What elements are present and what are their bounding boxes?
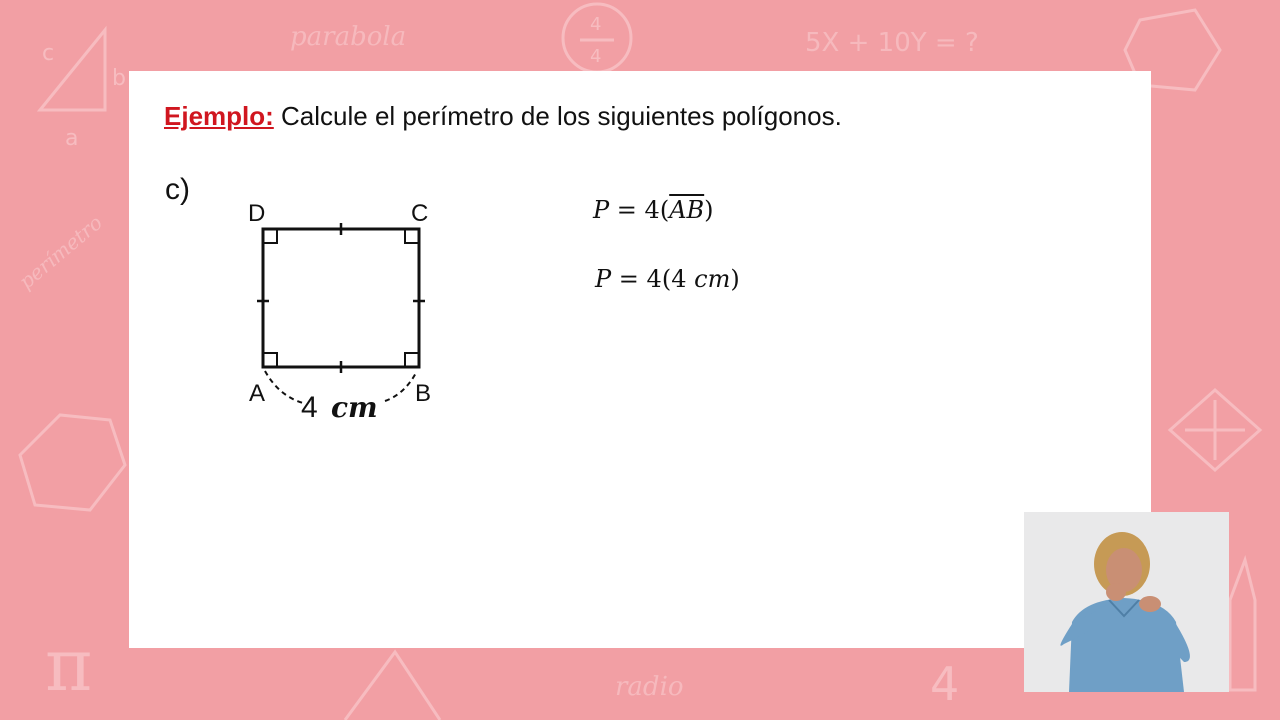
formula-perimeter-substituted [595, 265, 740, 293]
formula-2-close: ) [730, 265, 740, 293]
formula-2-num: 4 [671, 265, 687, 293]
triangle-letter-c: c [42, 41, 55, 66]
content-card [129, 71, 1151, 648]
formula-1-lhs: P [593, 196, 610, 224]
dimension-arc-left [265, 371, 303, 403]
formula-perimeter-general [593, 196, 714, 224]
interpreter-figure [1024, 512, 1229, 692]
side-length-unit: cm [331, 391, 378, 424]
formula-1-segment: $\overline{AB}$ [669, 196, 705, 224]
item-letter: c) [165, 173, 190, 206]
hexagon-left-icon [20, 415, 125, 510]
example-text: Calcule el perímetro de los siguientes polígonos. [281, 101, 842, 131]
triangle-letter-a: a [65, 126, 79, 151]
formula-1-coef: 4 [644, 196, 660, 224]
bg-word-parabola: parabola [290, 22, 407, 52]
bg-word-radio: radio [615, 672, 684, 702]
vertex-label-c: C [411, 200, 429, 227]
sign-language-interpreter-video [1024, 512, 1229, 692]
numeral-four: 4 [930, 657, 960, 711]
right-angle-mark-a [263, 353, 277, 367]
example-heading [164, 101, 842, 132]
bg-word-equation: 5X + 10Y = ? [805, 28, 979, 58]
example-label: Ejemplo: [164, 101, 274, 131]
formula-1-open: ( [659, 196, 670, 224]
pencil-icon [1230, 560, 1255, 690]
vertex-label-a: A [249, 380, 266, 407]
formula-2-eq: = [618, 265, 639, 293]
square-figure [239, 191, 459, 431]
vertex-label-d: D [248, 200, 266, 227]
formula-2-open: ( [661, 265, 672, 293]
square-outline [263, 229, 419, 367]
fraction-numerator: 4 [590, 14, 602, 35]
bg-word-perimetro: perímetro [14, 210, 107, 294]
pi-symbol: π [45, 623, 93, 707]
triangle-bottom-icon [345, 652, 440, 720]
formula-2-lhs: P [595, 265, 612, 293]
formula-2-coef: 4 [646, 265, 662, 293]
dimension-arc-right [385, 371, 417, 401]
right-angle-mark-c [405, 229, 419, 243]
fraction-denominator: 4 [590, 46, 602, 67]
side-length-value: 4 [301, 391, 318, 424]
formula-2-unit: cm [694, 265, 731, 293]
right-angle-mark-d [263, 229, 277, 243]
triangle-letter-b: b [112, 66, 126, 91]
vertex-label-b: B [415, 380, 432, 407]
formula-1-eq: = [616, 196, 637, 224]
formula-1-close: ) [704, 196, 714, 224]
right-angle-mark-b [405, 353, 419, 367]
